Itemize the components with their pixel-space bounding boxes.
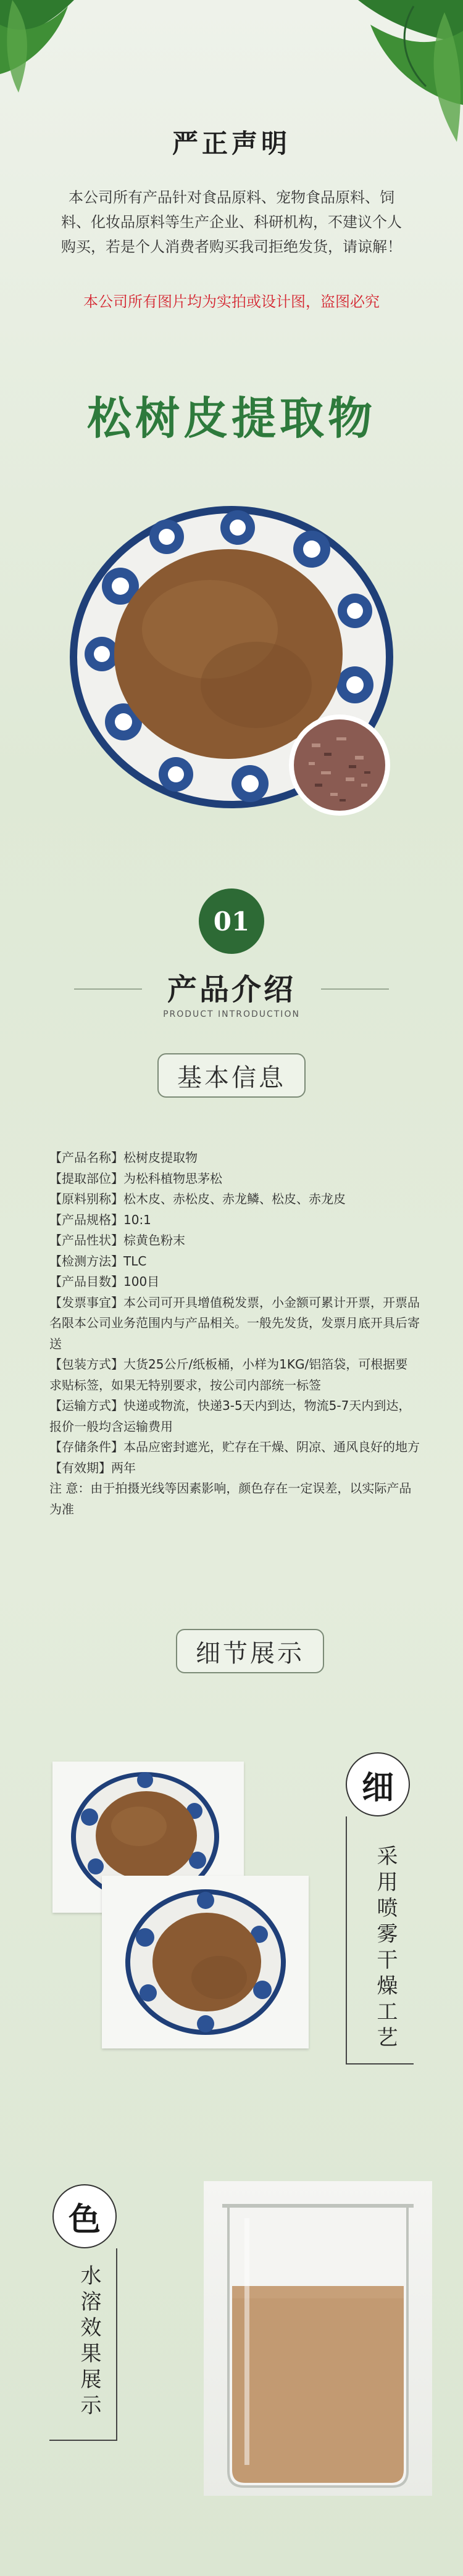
product-title: 松树皮提取物 (86, 392, 376, 444)
divider-line (346, 1816, 347, 2063)
beaker-photo (204, 2181, 432, 2496)
section-title: 产品介绍 (167, 972, 296, 1007)
info-line: 【原料别称】松木皮、赤松皮、赤龙鳞、松皮、赤龙皮 (49, 1191, 346, 1206)
section-number-badge: 01 (199, 888, 264, 954)
notice-title: 严正声明 (172, 128, 291, 159)
leaf-decoration-left (0, 0, 105, 105)
detail-text-spray-drying: 采用喷雾干燥工艺 (373, 1845, 398, 2052)
raw-bark-sample-image (287, 713, 392, 818)
info-line: 【有效期】两年 (49, 1460, 136, 1475)
info-line: 【产品名称】松树皮提取物 (49, 1150, 198, 1165)
info-line: 【检测方法】TLC (49, 1253, 147, 1269)
info-line: 【包装方式】大货25公斤/纸板桶，小样为1KG/铝箔袋，可根据要求贴标签，如果无特别要求，按公司内部统一标签 (49, 1357, 408, 1393)
detail-tag-fine: 细 (346, 1752, 410, 1816)
info-line: 【提取部位】为松科植物思茅松 (49, 1170, 222, 1186)
powder-plate-image (102, 1876, 309, 2048)
info-line: 【产品规格】10:1 (49, 1212, 151, 1227)
section-subtitle: PRODUCT INTRODUCTION (163, 1009, 300, 1019)
beaker-solution-image (204, 2181, 432, 2496)
divider-line (116, 2248, 117, 2440)
info-line: 【运输方式】快递或物流，快递3-5天内到达，物流5-7天内到达，报价一般均含运输费用 (49, 1398, 411, 1434)
info-line: 【产品性状】棕黄色粉末 (49, 1233, 185, 1248)
notice-body: 本公司所有产品针对食品原料、宠物食品原料、饲料、化妆品原料等生产企业、科研机构，不建议个人购买，若是个人消费者购买我司拒绝发货，请谅解！ (61, 189, 402, 255)
notice-warning: 本公司所有图片均为实拍或设计图，盗图必究 (83, 293, 380, 310)
divider-right (321, 988, 389, 990)
product-info-list (49, 1148, 420, 1520)
product-photo (59, 494, 404, 821)
divider-line (346, 2063, 414, 2065)
info-line: 注 意：由于拍摄光线等因素影响，颜色存在一定误差，以实际产品为准 (49, 1481, 412, 1517)
info-line: 【发票事宜】本公司可开具增值税发票，小金额可累计开票，开票品名限本公司业务范围内与产品相关。一般先发货，发票月底开具后寄送 (49, 1294, 420, 1351)
info-line: 【存储条件】本品应密封遮光，贮存在干燥、阴凉、通风良好的地方 (49, 1439, 420, 1454)
detail-text-water-solubility: 水溶效果展示 (77, 2264, 101, 2420)
basic-info-label: 基本信息 (157, 1053, 306, 1098)
detail-photo-2 (102, 1876, 309, 2048)
divider-line (49, 2440, 117, 2441)
info-line: 【产品目数】100目 (49, 1274, 160, 1289)
detail-label: 细节展示 (176, 1629, 324, 1673)
detail-tag-color: 色 (52, 2184, 117, 2248)
